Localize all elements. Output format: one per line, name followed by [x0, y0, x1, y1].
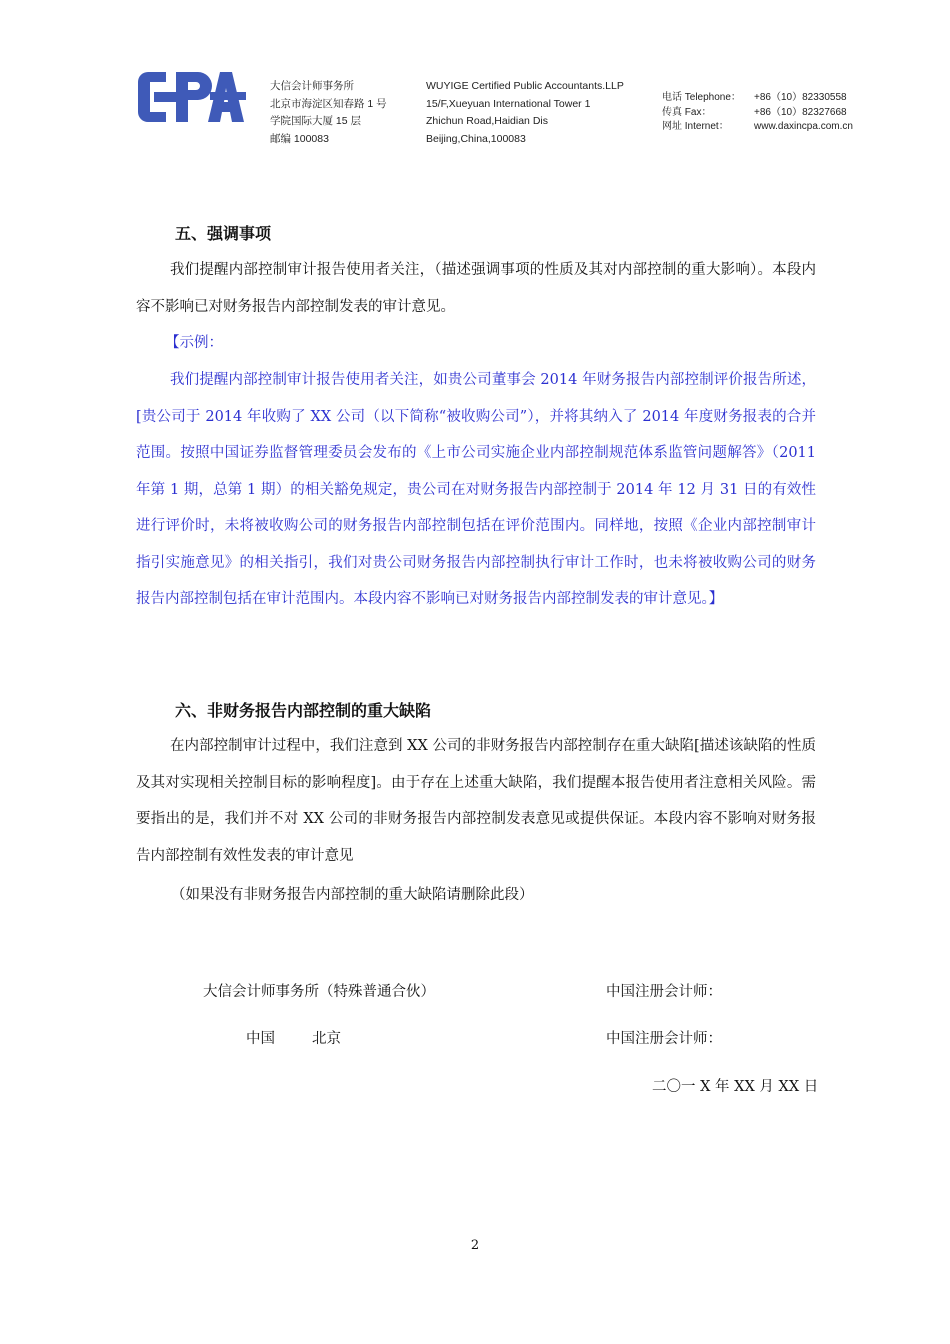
- header-en-address-line3: Beijing,China,100083: [426, 132, 526, 145]
- section5-heading: 五、强调事项: [175, 224, 272, 243]
- signature-cpa1-label: 中国注册会计师：: [606, 984, 722, 1000]
- signature-country: 中国: [246, 1031, 275, 1047]
- section6-note: （如果没有非财务报告内部控制的重大缺陷请删除此段）: [171, 887, 534, 903]
- cpa-logo: [136, 70, 248, 124]
- section6-heading: 六、非财务报告内部控制的重大缺陷: [175, 701, 432, 720]
- contact-fax-row: [662, 106, 853, 121]
- section6-paragraph: 在内部控制审计过程中，我们注意到 XX 公司的非财务报告内部控制存在重大缺陷[描述该缺陷的性质及其对实现相关控制目标的影响程度]。由于存在上述重大缺陷，我们提醒本报告使用者注意相关风险。需要指出的是，我们并不对 XX 公司的非财务报告内部控制发表意见或提供保证。本段内容不影响对财务报告内部控制有效性发表的审计意见: [136, 738, 816, 864]
- phone-label: 电话 Telephone：: [662, 92, 741, 103]
- example-paragraph: 我们提醒内部控制审计报告使用者关注，如贵公司董事会 2014 年财务报告内部控制评价报告所述，[贵公司于 2014 年收购了 XX 公司（以下简称“被收购公司”），并将其纳入了 2014 年度财务报表的合并范围。按照中国证券监督管理委员会发布的《上市公司实施企业内部控制规范体系监管问题解答》（2011 年第 1 期，总第 1 期）的相关豁免规定，贵公司在对财务报告内部控制于 2014 年 12 月 31 日的有效性进行评价时，未将被收购公司的财务报告内部控制包括在评价范围内。同样地，按照《企业内部控制审计指引实施意见》的相关指引，我们对贵公司财务报告内部控制执行审计工作时，也未将被收购公司的财务报告内部控制包括在审计范围内。本段内容不影响已对财务报告内部控制发表的审计意见。】: [136, 372, 816, 607]
- page-number: 2: [470, 1238, 480, 1253]
- header-en-address-line1: 15/F,Xueyuan International Tower 1: [426, 97, 591, 110]
- web-value[interactable]: www.daxincpa.com.cn: [754, 121, 853, 132]
- header-cn-postcode: 邮编 100083: [270, 132, 329, 145]
- fax-label: 传真 Fax：: [662, 106, 712, 118]
- header-en-address: [426, 78, 624, 148]
- web-label: 网址 Internet：: [662, 121, 729, 132]
- signature-firm: 大信会计师事务所（特殊普通合伙）: [203, 984, 435, 1000]
- signature-date: 二〇一 X 年 XX 月 XX 日: [652, 1079, 819, 1095]
- header-cn-address-line2: 学院国际大厦 15 层: [270, 115, 362, 127]
- header-en-firm: WUYIGE Certified Public Accountants.LLP: [426, 80, 624, 92]
- contact-web-row: [662, 120, 853, 135]
- header-en-address-line2: Zhichun Road,Haidian Dis: [426, 115, 548, 127]
- contact-phone-row: [662, 91, 853, 106]
- signature-city: 北京: [312, 1031, 341, 1047]
- section5-paragraph: 我们提醒内部控制审计报告使用者关注，（描述强调事项的性质及其对内部控制的重大影响）。本段内容不影响已对财务报告内部控制发表的审计意见。: [136, 262, 816, 315]
- header-cn-address-line1: 北京市海淀区知春路 1 号: [270, 97, 387, 110]
- header-contact: [662, 91, 853, 135]
- phone-value: +86（10）82330558: [754, 92, 847, 103]
- example-label: 【示例：: [165, 335, 223, 351]
- fax-value: +86（10）82327668: [754, 106, 847, 118]
- header-cn-firm: 大信会计师事务所: [270, 80, 354, 92]
- header-cn-address: [270, 78, 387, 148]
- signature-cpa2-label: 中国注册会计师：: [606, 1031, 722, 1047]
